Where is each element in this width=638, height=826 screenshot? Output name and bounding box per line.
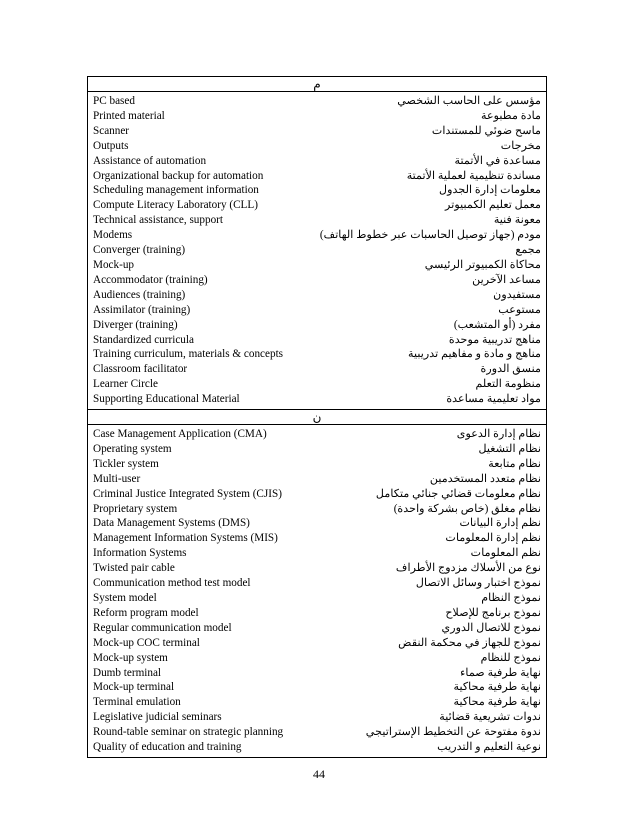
arabic-term: نوع من الأسلاك مزدوج الأطراف (395, 562, 541, 575)
arabic-term: مؤسس على الحاسب الشخصي (397, 95, 541, 107)
term-row (93, 362, 541, 377)
term-row (93, 258, 541, 273)
arabic-term: مناهج تدريبية موحدة (448, 333, 541, 346)
english-term: Converger (training) (93, 244, 186, 257)
english-term: Mock-up COC terminal (93, 636, 200, 649)
term-row (93, 228, 541, 243)
term-row (93, 651, 541, 666)
term-row (93, 487, 541, 502)
term-row (93, 243, 541, 258)
term-row (93, 546, 541, 561)
term-row (93, 318, 541, 333)
english-term: Audiences (training) (93, 288, 186, 301)
term-row (93, 169, 541, 184)
english-term: Supporting Educational Material (93, 393, 240, 406)
arabic-term: نظم إدارة البيانات (459, 517, 541, 530)
english-term: Diverger (training) (93, 318, 178, 331)
term-row (93, 516, 541, 531)
term-row (93, 591, 541, 606)
arabic-term: مفرد (أو المتشعب) (453, 318, 541, 331)
arabic-term: معمل تعليم الكمبيوتر (445, 199, 541, 212)
english-term: Training curriculum, materials & concepts (93, 348, 284, 361)
english-term: Standardized curricula (93, 333, 194, 346)
section-letter: م (88, 77, 547, 92)
arabic-term: معونة فنية (493, 214, 541, 227)
term-row (93, 666, 541, 681)
english-term: Criminal Justice Integrated System (CJIS) (93, 487, 282, 500)
english-term: Communication method test model (93, 577, 251, 590)
english-term: Outputs (93, 139, 129, 152)
arabic-term: ندوة مفتوحة عن التخطيط الإستراتيجي (365, 726, 541, 739)
term-row (93, 606, 541, 621)
english-term: Dumb terminal (93, 666, 162, 679)
arabic-term: مستوعب (498, 303, 541, 316)
arabic-term: نموذج للجهاز في محكمة النقض (398, 636, 541, 649)
term-row (93, 198, 541, 213)
term-row (93, 680, 541, 695)
arabic-term: مواد تعليمية مساعدة (446, 393, 541, 406)
english-term: Mock-up system (93, 651, 168, 664)
arabic-term: نظام معلومات قضائي جنائي متكامل (375, 487, 541, 500)
english-term: Accommodator (training) (93, 273, 208, 286)
arabic-term: محاكاة الكمبيوتر الرئيسي (424, 258, 541, 271)
arabic-term: ندوات تشريعية قضائية (439, 711, 541, 724)
term-row (93, 695, 541, 710)
english-term: Tickler system (93, 457, 159, 470)
arabic-term: معلومات إدارة الجدول (438, 184, 541, 197)
english-term: Modems (93, 229, 133, 242)
english-term: Proprietary system (93, 502, 178, 515)
english-term: Terminal emulation (93, 696, 181, 709)
english-term: Scanner (93, 124, 130, 137)
english-term: Twisted pair cable (93, 562, 175, 575)
section-body-noon (88, 425, 547, 758)
section-header-meem (88, 77, 547, 92)
arabic-term: نظم إدارة المعلومات (445, 532, 541, 545)
arabic-term: مساندة تنظيمية لعملية الأتمتة (406, 169, 541, 182)
term-row (93, 154, 541, 169)
english-term: System model (93, 592, 157, 604)
term-list (93, 94, 541, 407)
term-row (93, 502, 541, 517)
arabic-term: منسق الدورة (480, 363, 541, 376)
english-term: Operating system (93, 442, 172, 455)
term-row (93, 710, 541, 725)
glossary-table (87, 76, 547, 758)
term-row (93, 457, 541, 472)
page-number: 44 (313, 767, 325, 781)
term-row (93, 377, 541, 392)
section-body-meem (88, 92, 547, 410)
english-term: Multi-user (93, 472, 141, 485)
arabic-term: مادة مطبوعة (480, 109, 541, 122)
term-row (93, 561, 541, 576)
arabic-term: نهاية طرفية محاكية (453, 696, 541, 709)
term-row (93, 725, 541, 740)
term-row (93, 347, 541, 362)
arabic-term: نموذج للاتصال الدوري (441, 621, 541, 634)
arabic-term: مساعد الآخرين (472, 273, 541, 286)
term-row (93, 139, 541, 154)
term-row (93, 288, 541, 303)
term-row (93, 333, 541, 348)
section-cell (88, 425, 547, 758)
english-term: Information Systems (93, 547, 187, 560)
arabic-term: نموذج اختبار وسائل الاتصال (415, 577, 541, 590)
arabic-term: مجمع (515, 244, 541, 257)
section-letter: ن (88, 410, 547, 425)
english-term: Mock-up (93, 258, 135, 271)
english-term: Case Management Application (CMA) (93, 428, 267, 441)
english-term: Learner Circle (93, 378, 158, 391)
english-term: Data Management Systems (DMS) (93, 517, 250, 530)
section-cell (88, 92, 547, 410)
arabic-term: نوعية التعليم و التدريب (437, 741, 541, 754)
term-row (93, 621, 541, 636)
arabic-term: نموذج للنظام (480, 651, 541, 664)
term-row (93, 303, 541, 318)
english-term: Legislative judicial seminars (93, 711, 222, 724)
english-term: PC based (93, 95, 135, 107)
arabic-term: نظام متابعة (488, 457, 541, 470)
english-term: Printed material (93, 109, 165, 122)
term-list (93, 427, 541, 755)
english-term: Classroom facilitator (93, 363, 188, 376)
arabic-term: منظومة التعلم (475, 378, 541, 391)
english-term: Reform program model (93, 606, 199, 619)
arabic-term: مناهج و مادة و مفاهيم تدريبية (408, 348, 541, 361)
term-row (93, 273, 541, 288)
arabic-term: نهاية طرفية محاكية (453, 681, 541, 694)
arabic-term: نظام مغلق (خاص بشركة واحدة) (393, 502, 541, 515)
term-row (93, 472, 541, 487)
term-row (93, 213, 541, 228)
arabic-term: مستفيدون (493, 288, 541, 301)
english-term: Round-table seminar on strategic planning (93, 726, 284, 739)
section-header-noon (88, 410, 547, 425)
term-row (93, 576, 541, 591)
english-term: Technical assistance, support (93, 214, 224, 227)
term-row (93, 442, 541, 457)
arabic-term: نظام متعدد المستخدمين (429, 472, 541, 485)
english-term: Compute Literacy Laboratory (CLL) (93, 199, 258, 212)
term-row (93, 183, 541, 198)
term-row (93, 124, 541, 139)
arabic-term: نموذج النظام (481, 592, 541, 604)
arabic-term: ماسح ضوئي للمستندات (431, 124, 541, 137)
english-term: Management Information Systems (MIS) (93, 532, 278, 545)
arabic-term: مخرجات (500, 139, 541, 152)
arabic-term: نظام إدارة الدعوى (456, 428, 541, 441)
arabic-term: نظام التشغيل (478, 442, 541, 455)
arabic-term: نظم المعلومات (470, 547, 541, 560)
english-term: Scheduling management information (93, 184, 259, 197)
english-term: Assimilator (training) (93, 303, 191, 316)
english-term: Mock-up terminal (93, 681, 175, 694)
arabic-term: نموذج برنامج للإصلاح (445, 606, 541, 619)
term-row (93, 740, 541, 755)
english-term: Quality of education and training (93, 741, 242, 754)
english-term: Organizational backup for automation (93, 169, 264, 182)
term-row (93, 636, 541, 651)
arabic-term: مودم (جهاز توصيل الحاسبات عبر خطوط الهاتف) (319, 229, 541, 242)
term-row (93, 531, 541, 546)
arabic-term: نهاية طرفية صماء (460, 666, 541, 679)
term-row (93, 392, 541, 407)
english-term: Regular communication model (93, 621, 232, 634)
english-term: Assistance of automation (93, 154, 207, 167)
term-row (93, 427, 541, 442)
term-row (93, 109, 541, 124)
term-row (93, 94, 541, 109)
arabic-term: مساعدة في الأتمتة (454, 154, 541, 167)
